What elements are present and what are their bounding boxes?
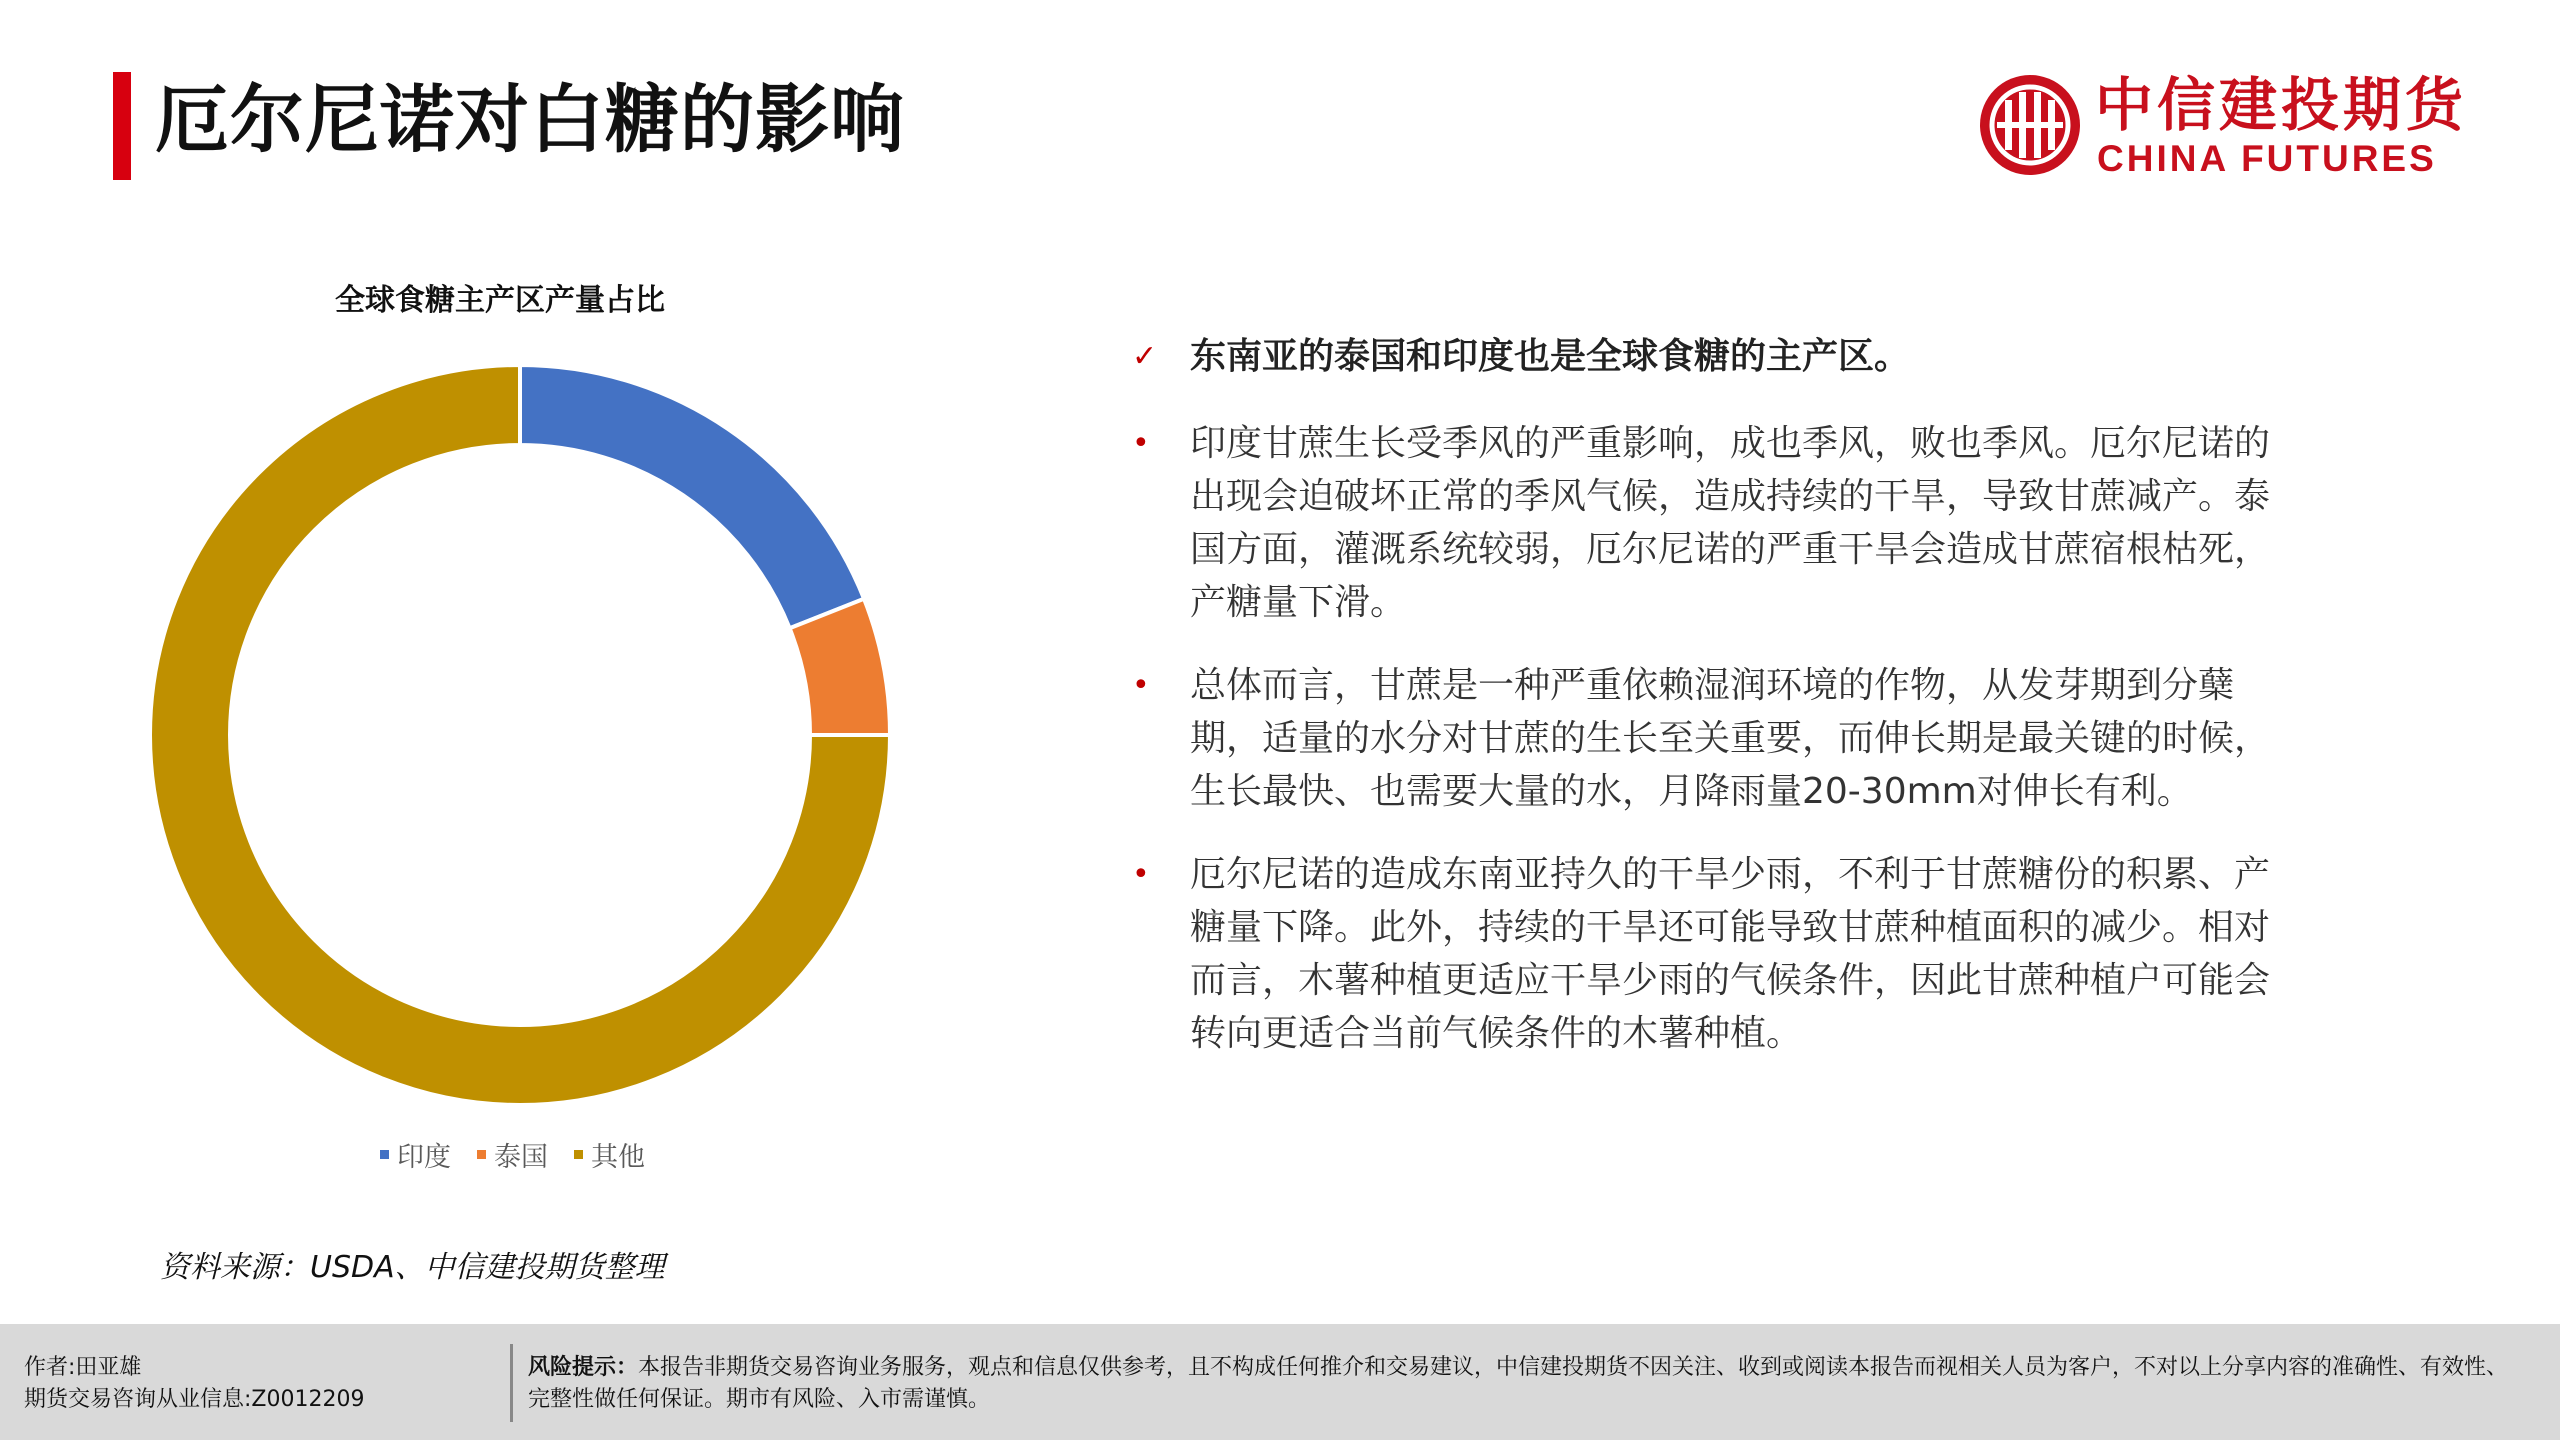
license-number: 期货交易咨询从业信息:Z0012209 bbox=[24, 1387, 365, 1412]
legend-item-other bbox=[574, 1135, 645, 1174]
footer bbox=[0, 1324, 2560, 1440]
logo-chinese-text: 中信建投期货 bbox=[2095, 71, 2468, 139]
author-name: 作者:田亚雄 bbox=[24, 1355, 142, 1380]
company-logo bbox=[1975, 70, 2468, 185]
legend-label-other: 其他 bbox=[591, 1142, 645, 1173]
bullet-text: 总体而言，甘蔗是一种严重依赖湿润环境的作物，从发芽期到分蘖期，适量的水分对甘蔗的生长至关重要，而伸长期是最关键的时候，生长最快、也需要大量的水，月降雨量20-30mm对伸长有利。 bbox=[1190, 665, 2271, 812]
bullet-text: 印度甘蔗生长受季风的严重影响，成也季风，败也季风。厄尔尼诺的出现会迫破坏正常的季风气候，造成持续的干旱，导致甘蔗减产。泰国方面，灌溉系统较弱，厄尔尼诺的严重干旱会造成甘蔗宿根枯死，产糖量下滑。 bbox=[1190, 423, 2271, 623]
data-source-note: 资料来源：USDA、中信建投期货整理 bbox=[160, 1250, 665, 1285]
legend-swatch-thailand bbox=[477, 1150, 486, 1159]
legend-label-thailand: 泰国 bbox=[494, 1142, 548, 1173]
donut-chart bbox=[150, 365, 890, 1105]
legend-item-thailand bbox=[477, 1135, 548, 1174]
risk-disclaimer bbox=[528, 1352, 2518, 1416]
legend-swatch-india bbox=[380, 1150, 389, 1159]
logo-english-text: CHINA FUTURES bbox=[2097, 138, 2437, 179]
risk-label: 风险提示： bbox=[528, 1355, 639, 1380]
bullet-dot-icon: • bbox=[1132, 668, 1150, 703]
chart-legend bbox=[380, 1135, 645, 1174]
page-title: 厄尔尼诺对白糖的影响 bbox=[155, 77, 905, 163]
bullet-text: 东南亚的泰国和印度也是全球食糖的主产区。 bbox=[1190, 336, 1911, 377]
risk-text: 本报告非期货交易咨询业务服务，观点和信息仅供参考，且不构成任何推介和交易建议，中信建投期货不因关注、收到或阅读本报告而视相关人员为客户，不对以上分享内容的准确性、有效性、完整性做任何保证。期市有风险、入市需谨慎。 bbox=[528, 1355, 2509, 1412]
company-emblem-icon bbox=[1975, 70, 2085, 180]
bullet-item-india-monsoon bbox=[1130, 417, 2300, 629]
title-accent-bar bbox=[113, 72, 131, 180]
bullet-item-water-dependence bbox=[1130, 659, 2300, 818]
legend-label-india: 印度 bbox=[397, 1142, 451, 1173]
bullet-item-main-regions bbox=[1130, 330, 2300, 383]
donut-slice-india bbox=[520, 365, 864, 628]
bullet-dot-icon: • bbox=[1132, 857, 1150, 892]
bullet-text: 厄尔尼诺的造成东南亚持久的干旱少雨，不利于甘蔗糖份的积累、产糖量下降。此外，持续的干旱还可能导致甘蔗种植面积的减少。相对而言，木薯种植更适应干旱少雨的气候条件，因此甘蔗种植户可能会转向更适合当前气候条件的木薯种植。 bbox=[1190, 854, 2271, 1054]
legend-swatch-other bbox=[574, 1150, 583, 1159]
legend-item-india bbox=[380, 1135, 451, 1174]
bullet-list bbox=[1130, 330, 2300, 1090]
bullet-item-drought-impact bbox=[1130, 848, 2300, 1060]
bullet-dot-icon: • bbox=[1132, 426, 1150, 461]
chart-title: 全球食糖主产区产量占比 bbox=[335, 283, 665, 318]
checkmark-icon: ✓ bbox=[1132, 339, 1158, 374]
author-info bbox=[24, 1352, 364, 1416]
footer-divider bbox=[510, 1344, 513, 1422]
